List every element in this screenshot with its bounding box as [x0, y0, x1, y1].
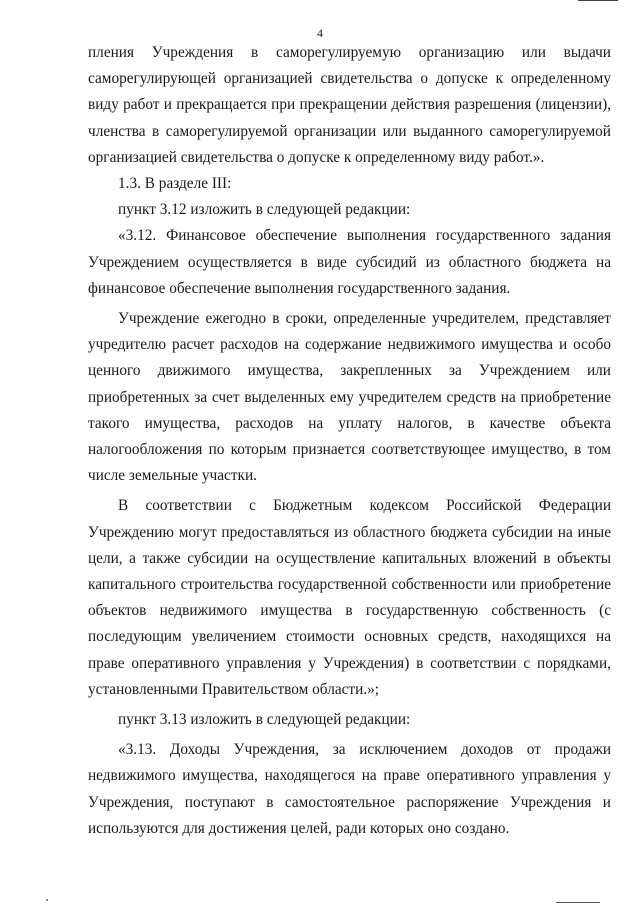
paragraph-continuation: пления Учреждения в саморегулируемую организацию или выдачи саморегулирующей организацией свидетельства о допуске к определенному виду работ и прекращается при прекращении действия разрешения (лицензии), членства в саморегулируемой организации или выданного саморегулируемой организацией свидетельства о допуске к определенному виду работ.».	[88, 44, 611, 166]
paragraph-section-heading: 1.3. В разделе III:	[118, 175, 232, 193]
paragraph-item-3-12-text: «3.12. Финансовое обеспечение выполнения государственного задания Учреждением осуществляется в виде субсидий из областного бюджета на финансовое обеспечение выполнения государственного задания.	[88, 227, 611, 297]
scan-edge-mark-bottom	[556, 902, 600, 903]
document-body	[88, 40, 611, 842]
paragraph-property-expenses: Учреждение ежегодно в сроки, определенные учредителем, представляет учредителю расчет расходов на содержание недвижимого имущества и особо ценного движимого имущества, закрепленных за Учреждением или приобретенных за счет выделенных ему учредителем средств на приобретение такого имущества, расходов на уплату налогов, в качестве объекта налогообложения по которым признается соответствующее имущество, в том числе земельные участки.	[88, 310, 611, 485]
paragraph-item-3-13-intro: пункт 3.13 изложить в следующей редакции:	[118, 711, 411, 729]
paragraph-item-3-12-intro: пункт 3.12 изложить в следующей редакции:	[118, 201, 411, 219]
scan-speck	[46, 899, 48, 901]
scan-edge-mark	[578, 0, 618, 1]
paragraph-item-3-13-text: «3.13. Доходы Учреждения, за исключением доходов от продажи недвижимого имущества, находящегося на праве оперативного управления у Учреждения, поступают в самостоятельное распоряжение Учреждения и используются для достижения целей, ради которых оно создано.	[88, 741, 611, 837]
paragraph-budget-code: В соответствии с Бюджетным кодексом Российской Федерации Учреждению могут предоставляться из областного бюджета субсидии на иные цели, а также субсидии на осуществление капитальных вложений в объекты капитального строительства государственной собственности или приобретение объектов недвижимого имущества в государственную собственность (с последующим увеличением стоимости основных средств, находящихся на праве оперативного управления у Учреждения) в соответствии с порядками, установленными Правительством области.»;	[88, 497, 611, 698]
page-number: 4	[317, 26, 323, 40]
